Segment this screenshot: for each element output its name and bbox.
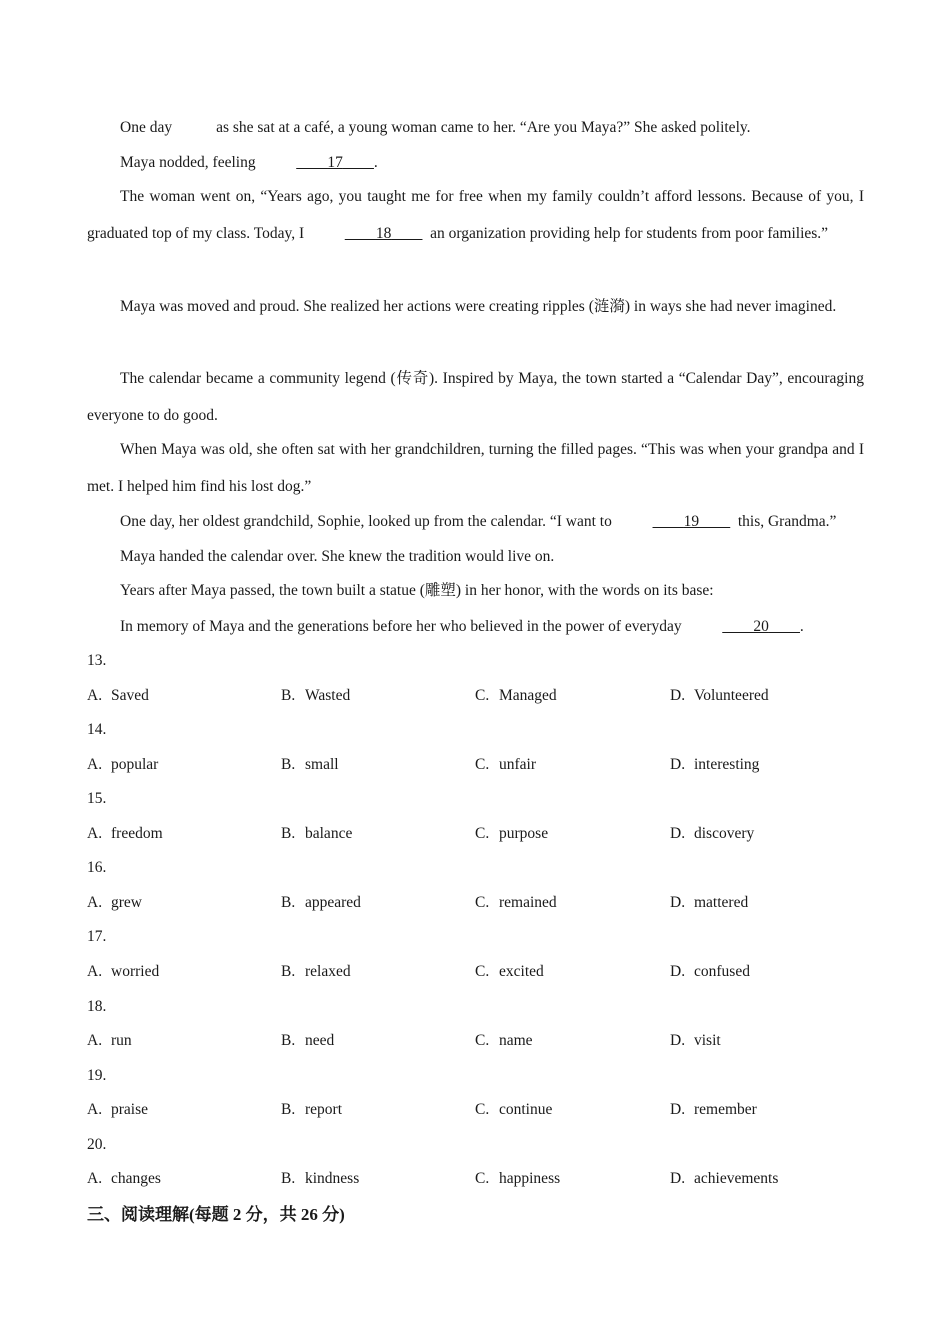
option-c[interactable]: C. unfair (475, 756, 537, 773)
option-b[interactable]: B. small (281, 756, 339, 773)
paragraph-text: Maya nodded, feeling (120, 154, 256, 171)
paragraph-7 (87, 503, 864, 540)
option-c[interactable]: C. purpose (475, 825, 549, 842)
option-b[interactable]: B. report (281, 1101, 343, 1118)
paragraph-8: Maya handed the calendar over. She knew the tradition would live on. (120, 548, 555, 565)
question-number: 20. (87, 1136, 107, 1153)
option-c[interactable]: C. name (475, 1032, 533, 1049)
question-number: 15. (87, 790, 107, 807)
option-d[interactable]: D. confused (670, 963, 750, 980)
section-title: 三、阅读理解(每题 2 分，共 26 分) (87, 1205, 345, 1224)
option-c[interactable]: C. happiness (475, 1170, 561, 1187)
option-a[interactable]: A. changes (87, 1170, 161, 1187)
option-b[interactable]: B. balance (281, 825, 353, 842)
option-a[interactable]: A. freedom (87, 825, 163, 842)
paragraph-2 (87, 144, 864, 181)
blank-17: ____17____ (296, 154, 374, 171)
blank-20: ____20____ (722, 618, 800, 635)
option-a[interactable]: A. worried (87, 963, 160, 980)
paragraph-3 (87, 178, 864, 252)
option-d[interactable]: D. remember (670, 1101, 757, 1118)
paragraph-text: . (799, 618, 804, 635)
paragraph-text: as she sat at a café, a young woman came to her. “Are you Maya?” She asked politely. (216, 119, 751, 136)
option-d[interactable]: D. discovery (670, 825, 755, 842)
option-d[interactable]: D. Volunteered (670, 687, 769, 704)
option-a[interactable]: A. praise (87, 1101, 149, 1118)
option-d[interactable]: D. mattered (670, 894, 749, 911)
option-d[interactable]: D. achievements (670, 1170, 779, 1187)
option-c[interactable]: C. excited (475, 963, 544, 980)
option-c[interactable]: C. continue (475, 1101, 553, 1118)
paragraph-text: . (373, 154, 378, 171)
paragraph-6: When Maya was old, she often sat with her grandchildren, turning the filled pages. “This was when your grandpa and I met. I helped him find his lost dog.” (87, 441, 864, 495)
paragraph-text: this, Grandma.” (737, 513, 837, 530)
question-number: 13. (87, 652, 107, 669)
option-b[interactable]: B. kindness (281, 1170, 360, 1187)
paragraph-9: Years after Maya passed, the town built a statue (雕塑) in her honor, with the words on its base: (120, 582, 714, 599)
question-number: 17. (87, 928, 107, 945)
option-a[interactable]: A. run (87, 1032, 132, 1049)
paragraph-text: an organization providing help for students from poor families.” (430, 225, 829, 242)
option-a[interactable]: A. popular (87, 756, 159, 773)
blank-18: ____18____ (344, 225, 423, 242)
option-b[interactable]: B. Wasted (281, 687, 351, 704)
paragraph-text: The woman went on, “Years ago, you taught me for free when my family couldn’t afford lessons. Because of you, I graduated top of my class. Today, I (87, 188, 864, 242)
option-c[interactable]: C. Managed (475, 687, 557, 704)
paragraph-text: In memory of Maya and the generations before her who believed in the power of everyday (120, 618, 682, 635)
option-d[interactable]: D. visit (670, 1032, 721, 1049)
paragraph-text: One day (120, 119, 173, 136)
blank-19: ____19____ (652, 513, 731, 530)
question-number: 18. (87, 998, 107, 1015)
paragraph-4: Maya was moved and proud. She realized her actions were creating ripples (涟漪) in ways she had never imagined. (120, 298, 837, 315)
option-b[interactable]: B. relaxed (281, 963, 351, 980)
paragraph-1 (87, 109, 864, 146)
option-b[interactable]: B. need (281, 1032, 335, 1049)
option-d[interactable]: D. interesting (670, 756, 760, 773)
paragraph-text: One day, her oldest grandchild, Sophie, looked up from the calendar. “I want to (120, 513, 612, 530)
option-a[interactable]: A. grew (87, 894, 142, 911)
question-number: 16. (87, 859, 107, 876)
question-number: 14. (87, 721, 107, 738)
option-a[interactable]: A. Saved (87, 687, 149, 704)
question-number: 19. (87, 1067, 107, 1084)
paragraph-5: The calendar became a community legend (传奇). Inspired by Maya, the town started a “Calendar Day”, encouraging everyone to do good. (87, 370, 864, 424)
paragraph-10 (87, 608, 864, 645)
option-c[interactable]: C. remained (475, 894, 557, 911)
option-b[interactable]: B. appeared (281, 894, 361, 911)
